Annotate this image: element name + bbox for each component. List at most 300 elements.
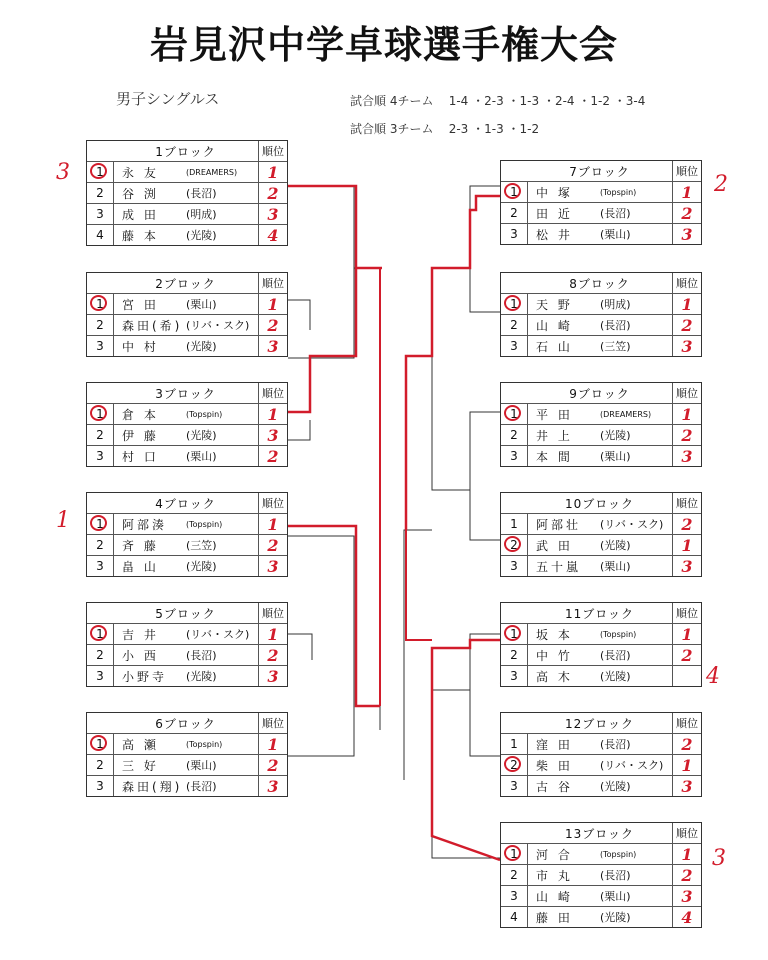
bracket-line xyxy=(470,186,500,312)
bracket-line xyxy=(288,300,310,330)
player-number xyxy=(501,182,528,202)
player-team: (Topspin) xyxy=(600,187,637,197)
winner-path xyxy=(432,640,500,860)
player-row xyxy=(501,733,701,754)
block-7 xyxy=(500,160,702,245)
player-number xyxy=(87,162,114,182)
player-number xyxy=(501,224,528,244)
player-name: 本 間 xyxy=(536,449,573,464)
player-number-text: 1 xyxy=(510,847,518,861)
header-spacer xyxy=(501,383,527,403)
block-header xyxy=(501,823,701,843)
player-number xyxy=(87,776,114,796)
player-rank: 4 xyxy=(681,907,693,927)
bracket-line xyxy=(470,490,500,540)
player-name: 藤 本 xyxy=(122,228,159,243)
player-entry xyxy=(528,666,673,686)
block-11 xyxy=(500,602,702,687)
player-number-text: 1 xyxy=(510,407,518,421)
player-row xyxy=(501,906,701,927)
block-title: 1ブロック xyxy=(113,141,259,161)
block-header xyxy=(87,273,287,293)
player-rank: 3 xyxy=(267,425,279,445)
player-number-text: 4 xyxy=(510,910,518,924)
player-rank: 1 xyxy=(681,182,693,202)
block-title: 11ブロック xyxy=(527,603,673,623)
player-rank: 3 xyxy=(681,886,693,906)
player-entry xyxy=(528,336,673,356)
player-name: 松 井 xyxy=(536,227,573,242)
player-row xyxy=(501,665,701,686)
player-entry xyxy=(114,336,259,356)
player-team: (光陵) xyxy=(186,670,217,683)
player-row xyxy=(87,534,287,555)
player-rank: 1 xyxy=(267,514,279,534)
block-title: 6ブロック xyxy=(113,713,259,733)
bracket-line xyxy=(432,690,500,858)
player-row xyxy=(87,555,287,576)
winner-circle-icon xyxy=(90,515,107,531)
player-entry xyxy=(528,315,673,335)
header-spacer xyxy=(501,713,527,733)
player-name: 村 口 xyxy=(122,449,159,464)
player-number xyxy=(501,865,528,885)
player-number-text: 1 xyxy=(96,165,104,179)
winner-circle-icon xyxy=(504,625,521,641)
player-row xyxy=(87,775,287,796)
player-row xyxy=(87,314,287,335)
player-rank: 1 xyxy=(681,404,693,424)
player-team: (栗山) xyxy=(186,450,217,463)
winner-circle-icon xyxy=(504,756,521,772)
side-note-1: 3 xyxy=(56,160,70,185)
player-entry xyxy=(114,755,259,775)
match-order-three: 試合順 3チーム 2-3 ・1-3 ・1-2 xyxy=(350,122,540,136)
player-name: 宮 田 xyxy=(122,297,159,312)
player-number xyxy=(87,204,114,224)
player-number-text: 3 xyxy=(96,669,104,683)
player-name: 井 上 xyxy=(536,428,573,443)
player-number xyxy=(501,425,528,445)
player-team: (光陵) xyxy=(600,780,631,793)
block-header xyxy=(87,713,287,733)
player-rank: 2 xyxy=(681,645,693,665)
player-number xyxy=(87,556,114,576)
player-name: 古 谷 xyxy=(536,779,573,794)
winner-circle-icon xyxy=(504,295,521,311)
player-name: 坂 本 xyxy=(536,627,573,642)
player-rank: 1 xyxy=(267,294,279,314)
player-number xyxy=(501,755,528,775)
player-entry xyxy=(114,556,259,576)
player-number xyxy=(87,645,114,665)
player-row xyxy=(87,293,287,314)
player-rank: 3 xyxy=(267,776,279,796)
player-team: (光陵) xyxy=(600,539,631,552)
player-row xyxy=(87,224,287,245)
player-row xyxy=(87,182,287,203)
player-entry xyxy=(528,535,673,555)
winner-circle-icon xyxy=(90,625,107,641)
player-name: 藤 田 xyxy=(536,910,573,925)
player-row xyxy=(501,335,701,356)
player-rank: 1 xyxy=(267,734,279,754)
block-8 xyxy=(500,272,702,357)
player-number-text: 2 xyxy=(96,758,104,772)
player-name: 石 山 xyxy=(536,339,573,354)
rank-header: 順位 xyxy=(262,277,284,290)
match-order-four: 試合順 4チーム 1-4 ・2-3 ・1-3 ・2-4 ・1-2 ・3-4 xyxy=(350,94,646,108)
header-spacer xyxy=(87,603,113,623)
player-team: (リバ・スク) xyxy=(186,628,250,641)
player-entry xyxy=(528,645,673,665)
player-number xyxy=(501,535,528,555)
player-name: 中 竹 xyxy=(536,648,573,663)
rank-header: 順位 xyxy=(676,497,698,510)
player-row xyxy=(501,181,701,202)
player-rank: 2 xyxy=(681,865,693,885)
header-spacer xyxy=(501,493,527,513)
player-number-text: 2 xyxy=(510,538,518,552)
player-row xyxy=(87,623,287,644)
player-name: 高 木 xyxy=(536,669,573,684)
rank-header: 順位 xyxy=(262,387,284,400)
player-team: (明成) xyxy=(600,298,631,311)
player-row xyxy=(501,644,701,665)
player-team: (長沼) xyxy=(186,649,217,662)
bracket-line xyxy=(288,420,310,440)
player-rank: 2 xyxy=(267,535,279,555)
player-name: 山 崎 xyxy=(536,889,573,904)
player-row xyxy=(501,202,701,223)
player-row xyxy=(501,424,701,445)
player-team: (光陵) xyxy=(600,429,631,442)
player-name: 平 田 xyxy=(536,407,573,422)
player-number xyxy=(501,907,528,927)
block-header xyxy=(501,383,701,403)
player-entry xyxy=(114,734,259,754)
block-2 xyxy=(86,272,288,357)
player-number-text: 2 xyxy=(510,428,518,442)
player-number-text: 1 xyxy=(510,185,518,199)
winner-circle-icon xyxy=(504,845,521,861)
player-entry xyxy=(114,294,259,314)
player-row xyxy=(87,335,287,356)
player-number xyxy=(501,666,528,686)
header-spacer xyxy=(87,141,113,161)
player-number-text: 2 xyxy=(96,428,104,442)
player-row xyxy=(501,223,701,244)
player-rank: 3 xyxy=(681,336,693,356)
player-name: 阿部湊 xyxy=(122,517,168,532)
block-13 xyxy=(500,822,702,928)
block-12 xyxy=(500,712,702,797)
block-1 xyxy=(86,140,288,246)
winner-path xyxy=(288,526,380,706)
player-rank: 2 xyxy=(267,755,279,775)
player-entry xyxy=(528,182,673,202)
player-row xyxy=(87,424,287,445)
player-name: 畠 山 xyxy=(122,559,159,574)
player-name: 谷 渕 xyxy=(122,186,159,201)
player-entry xyxy=(528,446,673,466)
header-spacer xyxy=(87,383,113,403)
winner-circle-icon xyxy=(90,405,107,421)
player-row xyxy=(87,644,287,665)
player-row xyxy=(87,665,287,686)
block-title: 12ブロック xyxy=(527,713,673,733)
rank-header: 順位 xyxy=(676,827,698,840)
player-rank: 3 xyxy=(267,336,279,356)
rank-header: 順位 xyxy=(676,165,698,178)
player-number xyxy=(501,624,528,644)
player-number-text: 1 xyxy=(96,517,104,531)
block-header xyxy=(501,713,701,733)
player-name: 五十嵐 xyxy=(536,559,582,574)
bracket-line xyxy=(404,530,432,780)
block-title: 3ブロック xyxy=(113,383,259,403)
player-number-text: 2 xyxy=(96,318,104,332)
player-number xyxy=(501,315,528,335)
player-name: 山 崎 xyxy=(536,318,573,333)
rank-header: 順位 xyxy=(262,607,284,620)
player-entry xyxy=(114,183,259,203)
side-note-3: 2 xyxy=(714,172,728,197)
player-team: (光陵) xyxy=(600,911,631,924)
block-header xyxy=(87,141,287,161)
block-5 xyxy=(86,602,288,687)
block-4 xyxy=(86,492,288,577)
header-spacer xyxy=(501,273,527,293)
player-team: (栗山) xyxy=(186,298,217,311)
player-number-text: 2 xyxy=(510,648,518,662)
player-team: (長沼) xyxy=(600,869,631,882)
player-number xyxy=(87,734,114,754)
player-row xyxy=(501,555,701,576)
player-team: (Topspin) xyxy=(600,629,637,639)
bracket-line xyxy=(288,536,354,756)
block-header xyxy=(501,603,701,623)
block-title: 8ブロック xyxy=(527,273,673,293)
player-number-text: 3 xyxy=(510,669,518,683)
player-number xyxy=(501,734,528,754)
player-name: 吉 井 xyxy=(122,627,159,642)
player-number xyxy=(87,446,114,466)
header-spacer xyxy=(501,823,527,843)
player-entry xyxy=(114,666,259,686)
player-name: 阿部壮 xyxy=(536,517,582,532)
player-rank: 3 xyxy=(681,776,693,796)
player-name: 永 友 xyxy=(122,165,159,180)
winner-circle-icon xyxy=(504,405,521,421)
player-team: (Topspin) xyxy=(600,849,637,859)
player-team: (DREAMERS) xyxy=(186,167,238,177)
player-name: 河 合 xyxy=(536,847,573,862)
player-entry xyxy=(114,225,259,245)
block-header xyxy=(87,493,287,513)
player-entry xyxy=(114,204,259,224)
player-row xyxy=(501,513,701,534)
header-spacer xyxy=(501,603,527,623)
player-team: (光陵) xyxy=(600,670,631,683)
player-rank: 1 xyxy=(681,624,693,644)
player-team: (長沼) xyxy=(186,187,217,200)
player-team: (三笠) xyxy=(600,340,631,353)
player-number xyxy=(87,755,114,775)
player-number xyxy=(87,315,114,335)
player-number-text: 3 xyxy=(96,779,104,793)
player-name: 小 西 xyxy=(122,648,159,663)
player-row xyxy=(501,445,701,466)
rank-header: 順位 xyxy=(676,607,698,620)
player-name: 田 近 xyxy=(536,206,573,221)
player-entry xyxy=(528,776,673,796)
player-entry xyxy=(114,624,259,644)
rank-header: 順位 xyxy=(262,145,284,158)
player-rank: 3 xyxy=(267,666,279,686)
player-rank: 2 xyxy=(267,183,279,203)
player-entry xyxy=(528,755,673,775)
player-rank: 2 xyxy=(681,203,693,223)
player-team: (明成) xyxy=(186,208,217,221)
player-entry xyxy=(114,446,259,466)
player-entry xyxy=(528,907,673,927)
player-number xyxy=(87,183,114,203)
player-rank: 1 xyxy=(681,755,693,775)
player-row xyxy=(87,513,287,534)
player-team: (光陵) xyxy=(186,340,217,353)
player-rank: 4 xyxy=(267,225,279,245)
player-row xyxy=(87,161,287,182)
player-team: (光陵) xyxy=(186,560,217,573)
player-team: (長沼) xyxy=(600,738,631,751)
player-team: (リバ・スク) xyxy=(186,319,250,332)
player-row xyxy=(501,754,701,775)
block-header xyxy=(87,383,287,403)
player-team: (DREAMERS) xyxy=(600,409,652,419)
winner-path xyxy=(288,186,382,268)
player-row xyxy=(501,403,701,424)
block-title: 9ブロック xyxy=(527,383,673,403)
player-rank: 1 xyxy=(681,294,693,314)
player-rank: 2 xyxy=(267,446,279,466)
player-number-text: 3 xyxy=(96,207,104,221)
winner-circle-icon xyxy=(90,163,107,179)
player-entry xyxy=(528,624,673,644)
player-number-text: 2 xyxy=(510,318,518,332)
player-team: (リバ・スク) xyxy=(600,759,664,772)
player-number-text: 1 xyxy=(96,297,104,311)
block-9 xyxy=(500,382,702,467)
player-entry xyxy=(528,224,673,244)
player-row xyxy=(87,403,287,424)
player-rank: 3 xyxy=(267,556,279,576)
header-spacer xyxy=(87,713,113,733)
block-header xyxy=(501,273,701,293)
player-team: (Topspin) xyxy=(186,409,223,419)
player-number xyxy=(87,294,114,314)
block-title: 13ブロック xyxy=(527,823,673,843)
player-entry xyxy=(114,315,259,335)
page-title: 岩見沢中学卓球選手権大会 xyxy=(149,23,618,67)
player-number-text: 1 xyxy=(510,517,518,531)
player-number-text: 1 xyxy=(96,627,104,641)
header-spacer xyxy=(501,161,527,181)
player-team: (光陵) xyxy=(186,229,217,242)
player-rank: 2 xyxy=(267,645,279,665)
player-team: (光陵) xyxy=(186,429,217,442)
player-rank: 1 xyxy=(267,162,279,182)
player-entry xyxy=(114,404,259,424)
player-rank: 2 xyxy=(681,425,693,445)
player-name: 武 田 xyxy=(536,538,573,553)
player-number-text: 1 xyxy=(510,297,518,311)
player-rank: 2 xyxy=(681,734,693,754)
player-number-text: 2 xyxy=(510,868,518,882)
player-number xyxy=(501,886,528,906)
player-row xyxy=(87,733,287,754)
player-name: 中 塚 xyxy=(536,185,573,200)
player-name: 市 丸 xyxy=(536,868,573,883)
player-rank xyxy=(673,666,701,686)
player-rank: 3 xyxy=(681,556,693,576)
player-number-text: 4 xyxy=(96,228,104,242)
winner-circle-icon xyxy=(90,735,107,751)
player-entry xyxy=(114,535,259,555)
player-number-text: 3 xyxy=(510,339,518,353)
player-name: 斉 藤 xyxy=(122,538,159,553)
player-number xyxy=(87,666,114,686)
player-name: 小野寺 xyxy=(122,669,168,684)
player-number xyxy=(87,336,114,356)
player-number-text: 3 xyxy=(96,449,104,463)
player-number xyxy=(87,425,114,445)
player-number-text: 3 xyxy=(96,339,104,353)
rank-header: 順位 xyxy=(262,497,284,510)
player-number xyxy=(501,776,528,796)
player-rank: 2 xyxy=(681,514,693,534)
player-team: (長沼) xyxy=(600,649,631,662)
player-name: 森田(翔) xyxy=(122,779,183,794)
player-team: (栗山) xyxy=(600,228,631,241)
player-team: (栗山) xyxy=(186,759,217,772)
header-spacer xyxy=(87,273,113,293)
bracket-line xyxy=(288,186,354,358)
player-number-text: 2 xyxy=(96,648,104,662)
player-row xyxy=(87,754,287,775)
player-number xyxy=(501,514,528,534)
player-team: (栗山) xyxy=(600,560,631,573)
player-name: 中 村 xyxy=(122,339,159,354)
player-rank: 1 xyxy=(681,844,693,864)
player-number-text: 1 xyxy=(510,627,518,641)
player-row xyxy=(501,293,701,314)
player-rank: 1 xyxy=(681,535,693,555)
player-team: (リバ・スク) xyxy=(600,518,664,531)
player-number xyxy=(501,203,528,223)
player-entry xyxy=(114,162,259,182)
player-entry xyxy=(114,514,259,534)
player-number xyxy=(87,404,114,424)
player-number-text: 1 xyxy=(96,407,104,421)
side-note-2: 1 xyxy=(56,508,70,533)
bracket-line xyxy=(354,268,380,730)
player-number-text: 2 xyxy=(96,186,104,200)
rank-header: 順位 xyxy=(676,277,698,290)
block-6 xyxy=(86,712,288,797)
block-header xyxy=(501,493,701,513)
player-number-text: 1 xyxy=(510,737,518,751)
